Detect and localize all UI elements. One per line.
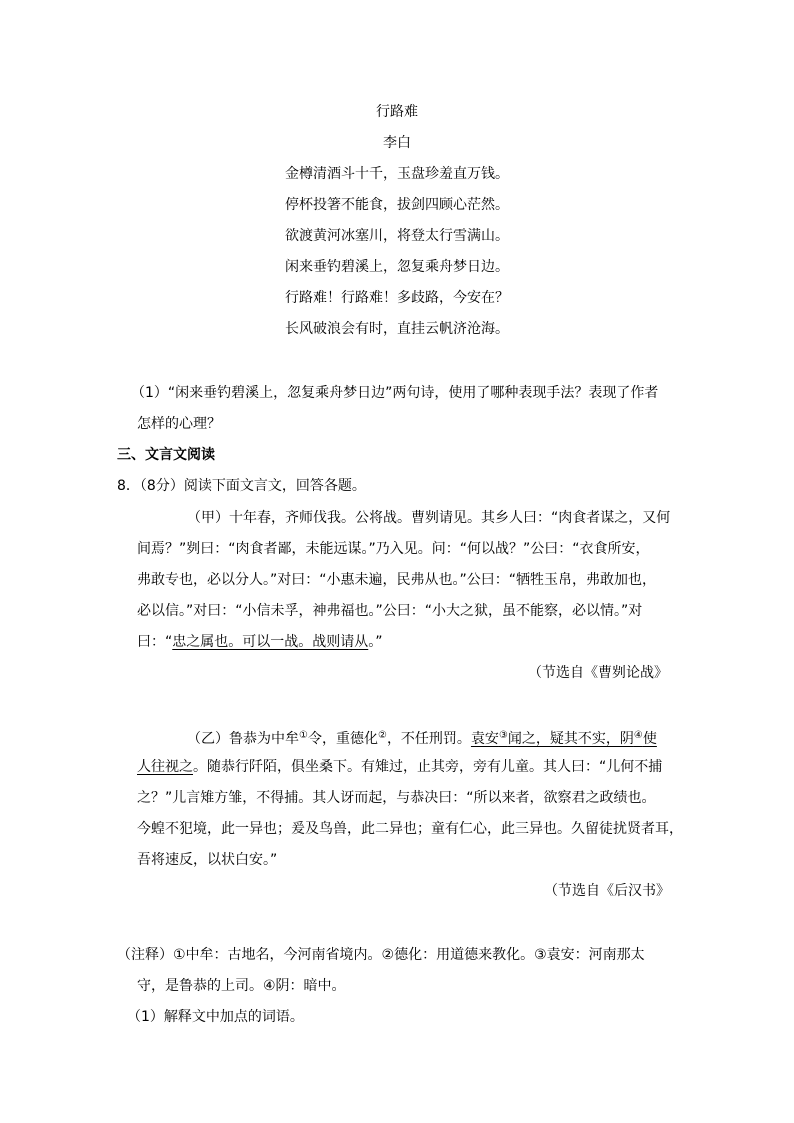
poem-line: 行路难！行路难！多歧路，今安在？ (285, 290, 509, 306)
footnote-marker: ④ (633, 730, 643, 741)
underlined-sentence: 忠之属也。可以一战。战则请从 (172, 634, 369, 650)
text-run: 袁安 (470, 731, 499, 747)
footnote-marker: ① (299, 730, 308, 741)
text-run: （乙）鲁恭为中牟 (187, 731, 299, 747)
passage-yi-line (187, 725, 657, 750)
poem-line: 长风破浪会有时，直挂云帆济沧海。 (285, 321, 509, 337)
text-run: 曰：“ (137, 634, 173, 650)
poem (0, 101, 794, 349)
text-run: 闻之，疑其不实，阴 (507, 731, 634, 747)
passage-jia-line: （甲）十年春，齐师伐我。公将战。曹刿请见。其乡人曰：“肉食者谋之，又何 (187, 510, 671, 526)
source-citation: （节选自《曹刿论战》 (528, 665, 668, 681)
passage-jia-line: 弗敢专也，必以分人。”对曰：“小惠未遍，民弗从也。”公曰：“牺牲玉帛，弗敢加也， (137, 572, 657, 588)
text-run: 。随恭行阡陌，俱坐桑下。有雉过，止其旁，旁有儿童。其人曰：“儿何不捕 (193, 759, 663, 775)
question-text: 怎样的心理？ (137, 416, 221, 432)
passage-yi-line: 之？”儿言雉方雏，不得捕。其人讶而起，与恭决曰：“所以来者，欲察君之政绩也。 (137, 790, 656, 806)
poem-line: 欲渡黄河冰塞川，将登太行雪满山。 (285, 228, 509, 244)
question-stem: 8．（8分）阅读下面文言文，回答各题。 (117, 478, 366, 494)
section-heading: 三、文言文阅读 (117, 447, 215, 463)
footnote-marker: ③ (498, 730, 508, 741)
text-run: 使 (642, 731, 657, 747)
underlined-sentence: 人往视之 (137, 759, 193, 775)
annotation-notes: 守，是鲁恭的上司。④阴：暗中。 (137, 978, 346, 994)
annotation-notes: （注释）①中牟：古地名，今河南省境内。②德化：用道德来教化。③袁安：河南那太 (117, 947, 645, 963)
text-run: ，不任刑罚。 (386, 731, 471, 747)
passage-jia-line: 必以信。”对曰：“小信未孚，神弗福也。”公曰：“小大之狱，虽不能察，必以情。”对 (137, 603, 643, 619)
sub-question: （1）解释文中加点的词语。 (127, 1009, 304, 1025)
poem-line: 金樽清酒斗十千，玉盘珍羞直万钱。 (285, 166, 509, 182)
question-text: （1）“闲来垂钓碧溪上，忽复乘舟梦日边”两句诗，使用了哪种表现手法？表现了作者 (131, 385, 659, 401)
passage-jia-line: 间焉？”刿曰：“肉食者鄙，未能远谋。”乃入见。问：“何以战？”公曰：“衣食所安， (137, 541, 650, 557)
poem-title: 行路难 (376, 104, 418, 120)
source-citation: （节选自《后汉书》 (544, 883, 670, 899)
passage-yi-line: 今蝗不犯境，此一异也；爰及鸟兽，此二异也；童有仁心，此三异也。久留徒扰贤者耳， (137, 821, 683, 837)
passage-yi-line (137, 756, 662, 778)
text-run: 令，重德化 (307, 731, 378, 747)
footnote-marker: ② (377, 730, 387, 741)
poem-line: 停杯投箸不能食，拔剑四顾心茫然。 (285, 197, 509, 213)
passage-yi-line: 吾将速反，以状白安。” (137, 852, 278, 868)
underlined-sentence (471, 731, 657, 747)
passage-jia-line (137, 631, 383, 653)
text-run: 。” (368, 634, 383, 650)
poem-line: 闲来垂钓碧溪上，忽复乘舟梦日边。 (285, 259, 509, 275)
poem-author: 李白 (383, 135, 411, 151)
